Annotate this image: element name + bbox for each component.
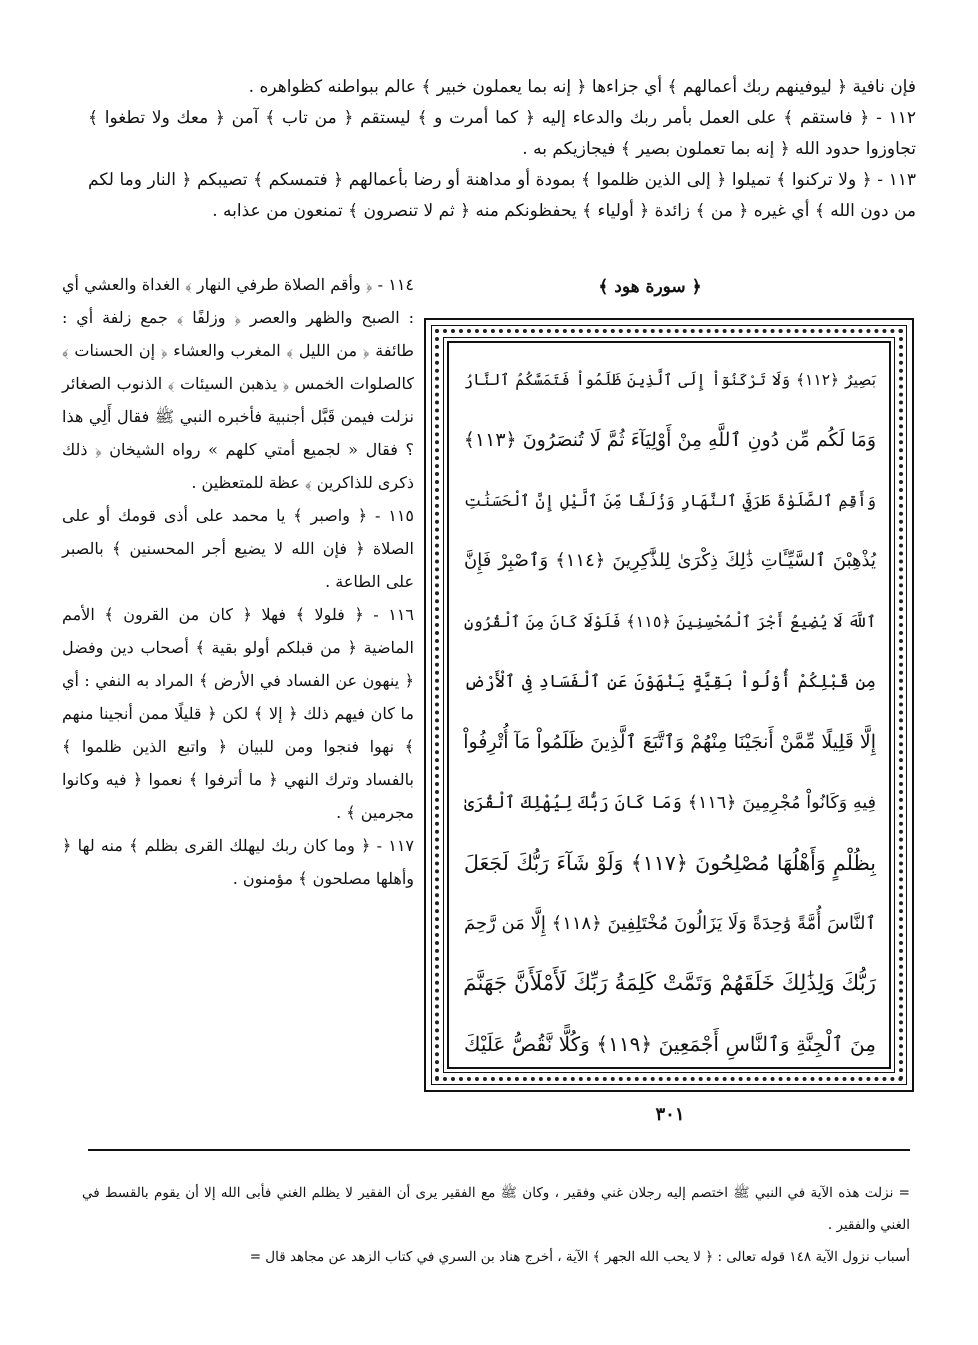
top-commentary bbox=[88, 72, 916, 227]
quran-line: بَصِيرٌ ﴿١١٢﴾ وَلَا تَرْكَنُوٓاْ إِلَى ٱلَّذِينَ ظَلَمُواْ فَتَمَسَّكُمُ ٱلنَّارُ bbox=[464, 371, 877, 389]
commentary-paragraph-115: ١١٥ - ﴿ واصبر ﴾ يا محمد على أذى قومك أو على الصلاة ﴿ فإن الله لا يضيع أجر المحسنين ﴾ بالصبر على الطاعة . bbox=[62, 506, 414, 591]
quran-line: ٱلنَّاسَ أُمَّةً وَٰحِدَةً وَلَا يَزَالُونَ مُخْتَلِفِينَ ﴿١١٨﴾ إِلَّا مَن رَّحِمَ bbox=[464, 912, 876, 934]
quran-line: مِن قَبْلِكُمْ أُوْلُواْ بَقِيَّةٍ يَنْهَوْنَ عَنِ ٱلْفَسَادِ فِى ٱلْأَرْضِ bbox=[464, 671, 876, 692]
commentary-paragraph-114: ١١٤ - ﴿ وأقم الصلاة طرفي النهار ﴾ الغداة والعشي أي : الصبح والظهر والعصر ﴿ وزلفًا ﴾ جمع زلفة أي : طائفة ﴿ من الليل ﴾ المغرب والعشاء ﴿ إن الحسنات ﴾ كالصلوات الخمس ﴿ يذهبن السيئات ﴾ الذنوب الصغائر نزلت فيمن قَبَّل أجنبية فأخبره النبي ﷺ فقال أَلِي هذا ؟ فقال « لجميع أمتي كلهم » رواه الشيخان ﴿ ذلك ذكرى للذاكرين ﴾ عظة للمتعظين . bbox=[62, 275, 414, 492]
quran-line: وَأَقِمِ ٱلصَّلَوٰةَ طَرَفَيِ ٱلنَّهَارِ وَزُلَفًا مِّنَ ٱلَّيْلِ إِنَّ ٱلْحَسَنَٰتِ bbox=[464, 490, 876, 510]
commentary-paragraph-113: ١١٣ - ﴿ ولا تركنوا ﴾ تميلوا ﴿ إلى الذين ظلموا ﴾ بمودة أو مداهنة أو رضا بأعمالهم ﴿ فتمسكم ﴾ تصيبكم ﴿ النار وما لكم من دون الله ﴾ أي غيره ﴿ من ﴾ زائدة ﴿ أولياء ﴾ يحفظونكم منه ﴿ ثم لا تنصرون ﴾ تمنعون من عذابه . bbox=[88, 170, 916, 221]
footnote-divider bbox=[88, 1149, 910, 1151]
quran-line: مِنَ ٱلْجِنَّةِ وَٱلنَّاسِ أَجْمَعِينَ ﴿١١٩﴾ وَكُلًّا نَّقُصُّ عَلَيْكَ bbox=[464, 1032, 876, 1057]
commentary-paragraph-112: ١١٢ - ﴿ فاستقم ﴾ على العمل بأمر ربك والدعاء إليه ﴿ كما أمرت و ﴾ ليستقم ﴿ من تاب ﴾ آمن ﴿ معك ولا تطغوا ﴾ تجاوزوا حدود الله ﴿ إنه بما تعملون بصير ﴾ فيجازيكم به . bbox=[88, 108, 916, 159]
page-number: ٣٠١ bbox=[655, 1104, 685, 1125]
quran-line: ٱللَّهَ لَا يُضِيعُ أَجْرَ ٱلْمُحْسِنِينَ ﴿١١٥﴾ فَلَوْلَا كَانَ مِنَ ٱلْقُرُونِ bbox=[464, 611, 876, 631]
commentary-paragraph-117: ١١٧ - ﴿ وما كان ربك ليهلك القرى بظلم ﴾ منه لها ﴿ وأهلها مصلحون ﴾ مؤمنون . bbox=[62, 836, 414, 888]
quran-text bbox=[464, 350, 876, 1075]
footnotes bbox=[82, 1177, 910, 1273]
sura-title: ﴿ سورة هود ﴾ bbox=[598, 277, 702, 297]
footnote-line: = نزلت هذه الآية في النبي ﷺ اختصم إليه رجلان غني وفقير ، وكان ﷺ مع الفقير يرى أن الفقير لا يظلم الغني فأبى الله إلا أن يقوم بالقسط في الغني والفقير . bbox=[82, 1185, 910, 1233]
commentary-paragraph: فإن نافية ﴿ ليوفينهم ربك أعمالهم ﴾ أي جزاءها ﴿ إنه بما يعملون خبير ﴾ عالم ببواطنه كظواهره . bbox=[248, 77, 916, 97]
commentary-paragraph-116: ١١٦ - ﴿ فلولا ﴾ فهلا ﴿ كان من القرون ﴾ الأمم الماضية ﴿ من قبلكم أولو بقية ﴾ أصحاب دين وفضل ﴿ ينهون عن الفساد في الأرض ﴾ المراد به النفي : أي ما كان فيهم ذلك ﴿ إلا ﴾ لكن ﴿ قليلًا ممن أنجينا منهم ﴾ نهوا فنجوا ومن للبيان ﴿ واتبع الذين ظلموا ﴾ بالفساد وترك النهي ﴿ ما أترفوا ﴾ نعموا ﴿ فيه وكانوا مجرمين ﴾ . bbox=[62, 605, 415, 822]
quran-line: إِلَّا قَلِيلًا مِّمَّنْ أَنجَيْنَا مِنْهُمْ وَٱتَّبَعَ ٱلَّذِينَ ظَلَمُواْ مَآ أُتْرِفُواْ bbox=[463, 731, 876, 754]
quran-line: وَمَا لَكُم مِّن دُونِ ٱللَّهِ مِنْ أَوْلِيَآءَ ثُمَّ لَا تُنصَرُونَ ﴿١١٣﴾ bbox=[463, 429, 876, 452]
quran-line: يُذْهِبْنَ ٱلسَّيِّـَٔاتِ ذَٰلِكَ ذِكْرَىٰ لِلذَّٰكِرِينَ ﴿١١٤﴾ وَٱصْبِرْ فَإِنَّ bbox=[464, 550, 877, 572]
quran-line: فِيهِ وَكَانُواْ مُجْرِمِينَ ﴿١١٦﴾ وَمَا كَانَ رَبُّكَ لِيُهْلِكَ ٱلْقُرَىٰ bbox=[464, 792, 876, 813]
quran-text-frame bbox=[424, 318, 914, 1092]
footnote-line: أسباب نزول الآية ١٤٨ قوله تعالى : ﴿ لا يحب الله الجهر ﴾ الآية ، أخرج هناد بن السري في كتاب الزهد عن مجاهد قال = bbox=[249, 1249, 910, 1265]
quran-line: رَبُّكَ وَلِذَٰلِكَ خَلَقَهُمْ وَتَمَّتْ كَلِمَةُ رَبِّكَ لَأَمْلَأَنَّ جَهَنَّمَ bbox=[463, 970, 876, 996]
quran-line: بِظُلْمٍ وَأَهْلُهَا مُصْلِحُونَ ﴿١١٧﴾ وَلَوْ شَآءَ رَبُّكَ لَجَعَلَ bbox=[464, 851, 876, 876]
